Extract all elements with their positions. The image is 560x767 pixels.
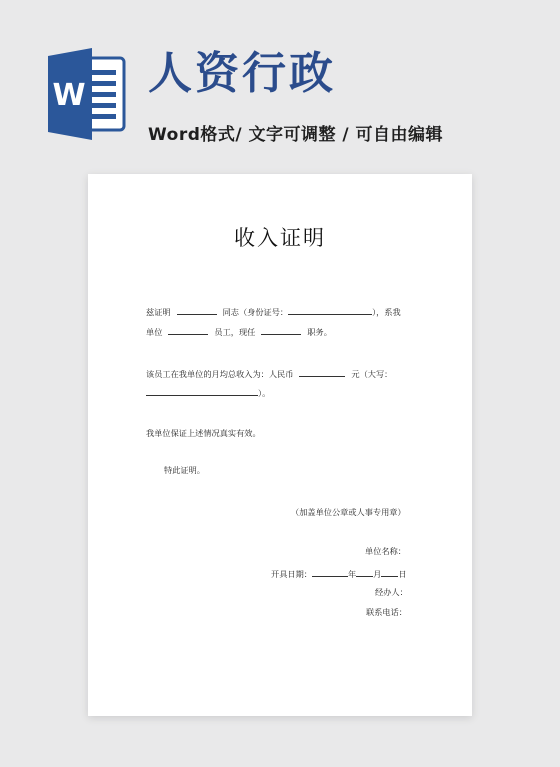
para2-text: 该员工在我单位的月均总收入为：人民币 xyxy=(146,369,294,379)
para1-lead: 兹证明 xyxy=(146,307,171,317)
para1-line1 xyxy=(146,305,401,318)
handler-label: 经办人： xyxy=(375,587,408,597)
para1-line2 xyxy=(146,325,332,338)
para1-close: ），系我 xyxy=(372,307,401,317)
issue-date-label: 开具日期： xyxy=(271,569,312,579)
para2-yuan: 元（大写： xyxy=(351,369,393,379)
page-title: 人资行政 xyxy=(148,48,336,99)
stamp-note: （加盖单位公章或人事专用章） xyxy=(291,507,406,517)
para3: 我单位保证上述情况真实有效。 xyxy=(146,428,261,438)
word-logo-letter: W xyxy=(52,78,86,113)
page-subtitle: Word格式/ 文字可调整 / 可自由编辑 xyxy=(148,125,444,145)
para4: 特此证明。 xyxy=(164,465,205,475)
header-banner xyxy=(0,0,560,160)
unit-name-label: 单位名称： xyxy=(365,546,406,556)
month-blank[interactable] xyxy=(356,567,373,577)
para1-position: 职务。 xyxy=(307,327,332,337)
name-blank[interactable] xyxy=(177,305,217,315)
day-label: 日 xyxy=(398,569,407,579)
issue-date-line xyxy=(271,567,407,580)
day-blank[interactable] xyxy=(381,567,398,577)
document-title: 收入证明 xyxy=(234,226,326,250)
para2-close: ）。 xyxy=(258,388,271,398)
para1-id-label: 同志（身份证号： xyxy=(222,307,289,317)
para2-line1 xyxy=(146,367,392,380)
para1-unit: 单位 xyxy=(146,327,163,337)
document-page xyxy=(88,174,472,716)
income-blank[interactable] xyxy=(299,367,345,377)
month-label: 月 xyxy=(373,569,382,579)
position-blank[interactable] xyxy=(261,325,301,335)
para2-line2 xyxy=(146,386,270,399)
unit-blank[interactable] xyxy=(168,325,208,335)
phone-label: 联系电话： xyxy=(366,607,407,617)
year-label: 年 xyxy=(347,569,357,579)
income-words-blank[interactable] xyxy=(146,386,258,396)
id-number-blank[interactable] xyxy=(288,305,372,315)
para1-employee: 员工，现任 xyxy=(214,327,256,337)
word-icon xyxy=(46,48,126,140)
year-blank[interactable] xyxy=(312,567,348,577)
